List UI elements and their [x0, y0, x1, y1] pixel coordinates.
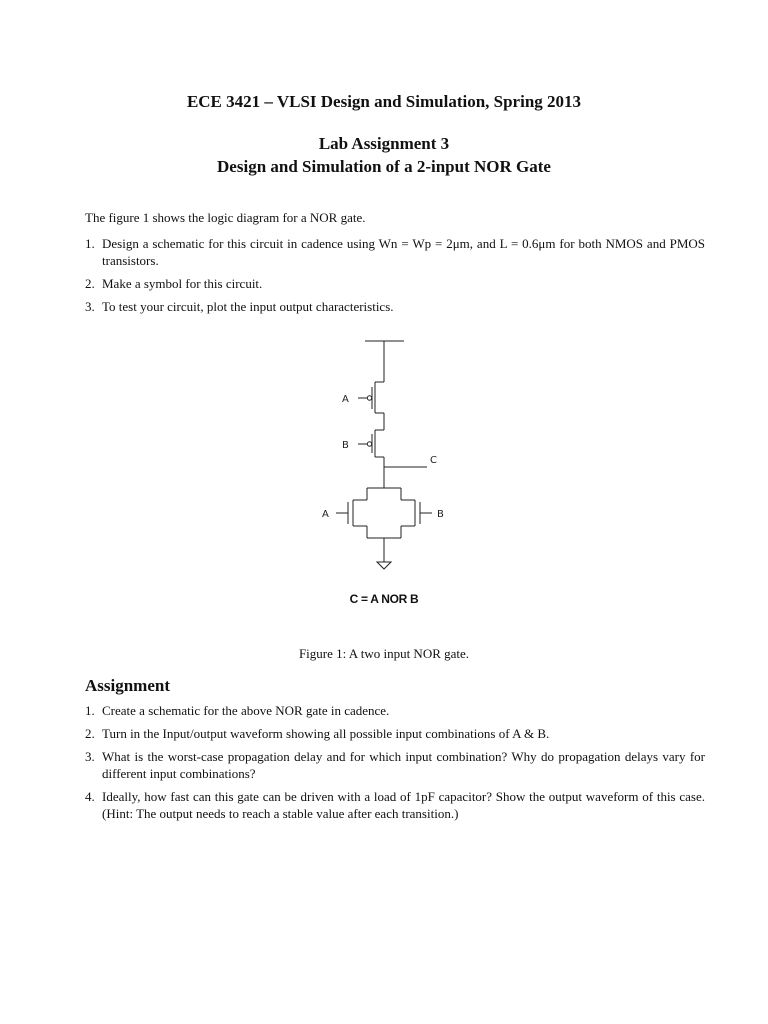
course-title: ECE 3421 – VLSI Design and Simulation, Spring 2013	[186, 92, 582, 111]
ground-icon	[377, 562, 391, 569]
nor-gate-schematic	[300, 335, 470, 580]
assignment-number: 4.	[85, 789, 95, 804]
intro-paragraph: The figure 1 shows the logic diagram for a NOR gate.	[85, 210, 366, 225]
instruction-list	[85, 235, 705, 321]
lab-subtitle: Design and Simulation of a 2-input NOR Gate	[217, 157, 551, 176]
figure-caption: Figure 1: A two input NOR gate.	[298, 646, 470, 661]
assignment-number: 2.	[85, 726, 95, 741]
assignment-number: 3.	[85, 749, 95, 764]
pmos-transistor-a	[358, 382, 384, 413]
instruction-item	[85, 275, 705, 292]
assignment-text: Turn in the Input/output waveform showing all possible input combinations of A & B.	[102, 726, 550, 741]
assignment-text: What is the worst-case propagation delay and for which input combination? Why do propagation delays vary for different input combinations?	[102, 749, 705, 781]
assignment-item	[85, 725, 705, 742]
assignment-heading: Assignment	[85, 676, 171, 695]
pmos-transistor-b	[358, 430, 384, 457]
nor-equation: C = A NOR B	[349, 592, 419, 606]
assignment-item	[85, 702, 705, 719]
instruction-number: 1.	[85, 236, 95, 251]
nmos-transistor-b	[401, 488, 432, 526]
assignment-list	[85, 702, 705, 828]
instruction-number: 2.	[85, 276, 95, 291]
output-c-label: C	[430, 455, 437, 466]
pmos-b-label: B	[342, 440, 349, 451]
pmos-a-label: A	[342, 394, 349, 405]
assignment-text: Ideally, how fast can this gate can be driven with a load of 1pF capacitor? Show the output waveform of this case. (Hint: The output needs to reach a stable value after each transition.)	[102, 789, 705, 821]
lab-title: Lab Assignment 3	[318, 134, 450, 153]
instruction-text: Make a symbol for this circuit.	[102, 276, 263, 291]
instruction-number: 3.	[85, 299, 95, 314]
instruction-text: Design a schematic for this circuit in cadence using Wn = Wp = 2μm, and L = 0.6μm for both NMOS and PMOS transistors.	[102, 236, 705, 268]
instruction-item	[85, 235, 705, 269]
nmos-transistor-a	[336, 488, 367, 526]
assignment-item	[85, 748, 705, 782]
instruction-text: To test your circuit, plot the input output characteristics.	[102, 299, 394, 314]
assignment-item	[85, 788, 705, 822]
nmos-a-label: A	[322, 509, 329, 520]
assignment-text: Create a schematic for the above NOR gate in cadence.	[102, 703, 390, 718]
nmos-b-label: B	[437, 509, 444, 520]
instruction-item	[85, 298, 705, 315]
assignment-number: 1.	[85, 703, 95, 718]
